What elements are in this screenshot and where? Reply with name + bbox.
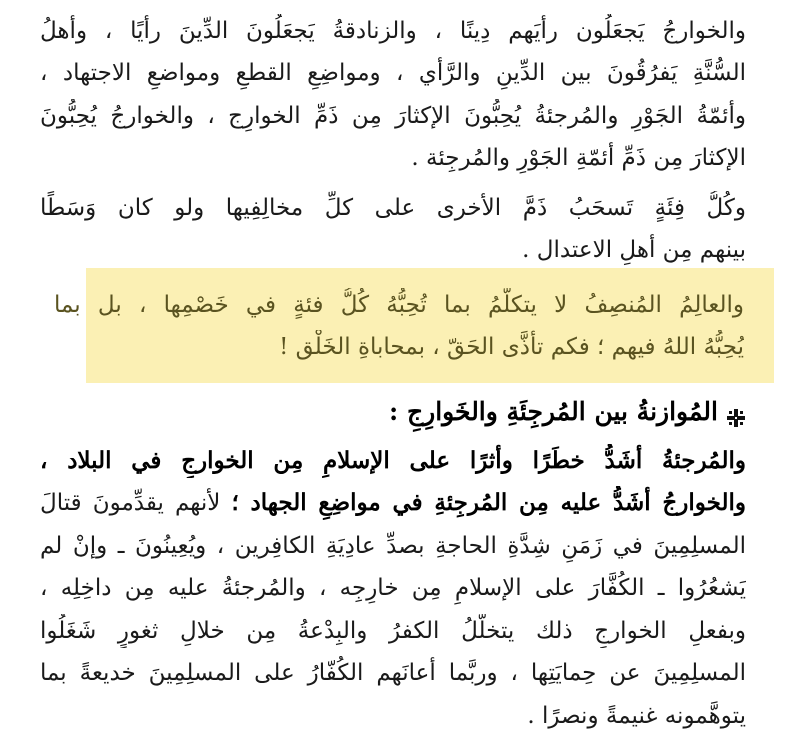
section-heading-text: المُوازنةُ بين المُرجِئَةِ والخَوارِجِ : (389, 397, 718, 426)
text-line: وبفعلِ الخوارجِ ذلك يتخلَّلُ الكفرُ والبِدْعةُ مِن خلالِ ثغورٍ شَغَلُوا (40, 618, 746, 644)
text-line: وكُلُّ فِئَةٍ تَسحَبُ ذَمَّ الأخرى على كلِّ مخالِفِيها ولو كان وَسَطًا (40, 195, 746, 221)
section-heading (389, 394, 746, 430)
highlighted-text-line: والعالِمُ المُنصِفُ لا يتكلَّمُ بما تُحِبُّهُ كُلُّ فئةٍ في خَصْمِها ، بل بما (54, 292, 744, 318)
text-line: الإكثارَ مِن ذَمِّ أئمّةِ الجَوْرِ والمُرجِئة . (411, 145, 746, 171)
text-line: يَشعُرُوا ـ الكُفَّارَ على الإسلامِ مِن خارِجِه ، والمُرجئةُ عليه مِن داخِلِه ، (40, 575, 746, 601)
text-line: المسلِمِينَ عن حِمايَتِها ، وربَّما أعانَهم الكُفّارُ على المسلِمِينَ خديعةً بما (40, 660, 746, 686)
text-line: السُّنَّةِ يَفرُقُونَ بين الدِّينِ والرَّأي ، ومواضِعِ القطعِ ومواضعِ الاجتهاد ، (40, 60, 746, 86)
text-line: والخوارجُ يَجعَلُون رأيَهم دِينًا ، والزنادقةُ يَجعَلُونَ الدِّينَ رأيًا ، وأهلُ (40, 18, 746, 44)
highlighted-text-line: يُحِبُّهُ اللهُ فيهم ؛ فكم تأذَّى الحَقّ ، بمحاباةِ الخَلْق ! (279, 334, 744, 360)
text-line: وأئمّةُ الجَوْرِ والمُرجئةُ يُحِبُّونَ الإكثارَ مِن ذَمِّ الخوارِج ، والخوارجُ يُحِبُّونَ (40, 103, 746, 129)
text-line: المسلِمِينَ في زَمَنِ شِدَّةِ الحاجةِ بصدِّ عادِيَةِ الكافِرين ، ويُعِينُونَ ـ وإنْ لم (40, 533, 746, 559)
ornament-icon (726, 402, 746, 422)
normal-phrase: لأنهم يقدِّمونَ قتالَ (40, 490, 221, 516)
text-line: يتوهَّمونه غنيمةً ونصرًا . (527, 703, 746, 729)
text-line-mixed (40, 486, 746, 520)
text-line-bold: والمُرجئةُ أشَدُّ خطَرًا وأثرًا على الإسلامِ مِن الخوارجِ في البلاد ، (40, 447, 746, 474)
text-line: بينهم مِن أهلِ الاعتدال . (522, 237, 746, 263)
bold-phrase: والخوارجُ أشَدُّ عليه مِن المُرجِئةِ في مواضِعِ الجهاد ؛ (231, 489, 746, 516)
highlighted-passage (86, 268, 774, 383)
